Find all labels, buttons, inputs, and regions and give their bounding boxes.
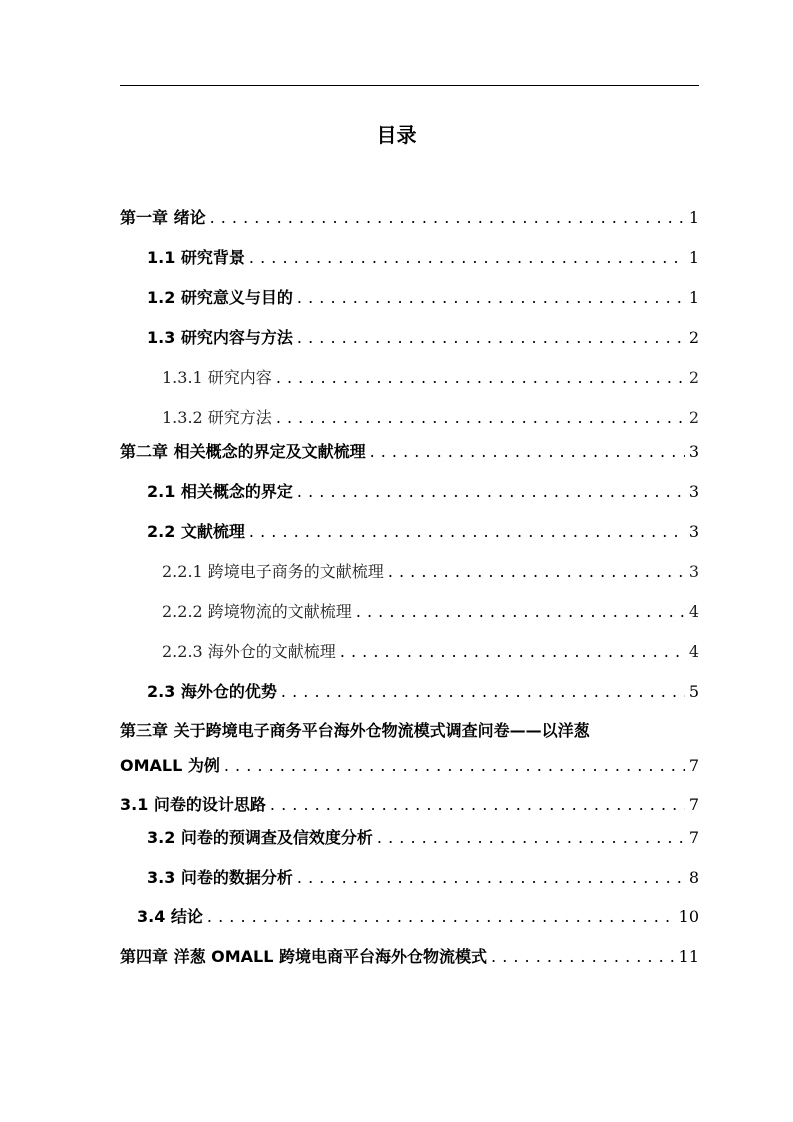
toc-entry-text: 1.3.2 研究方法 (162, 408, 272, 427)
toc-entry-text: 1.1 研究背景 (147, 248, 245, 267)
toc-entry-1-3[interactable] (147, 327, 699, 349)
toc-entry-continuation: OMALL 为例 (120, 756, 220, 775)
toc-entry-2-2[interactable] (147, 521, 699, 543)
toc-entry-3-2[interactable] (147, 827, 699, 849)
toc-entry-chapter-4[interactable] (120, 946, 699, 968)
toc-page-number: 3 (688, 562, 699, 581)
dot-leader (491, 946, 675, 968)
toc-entry-text: 2.2.2 跨境物流的文献梳理 (162, 602, 352, 621)
dot-leader (297, 481, 685, 503)
toc-page-number: 7 (688, 828, 699, 847)
toc-entry-text: 1.3.1 研究内容 (162, 368, 272, 387)
toc-entry-text: 3.2 问卷的预调查及信效度分析 (147, 828, 373, 847)
toc-page-number: 5 (688, 682, 699, 701)
toc-entry-text: 第一章 绪论 (120, 208, 206, 227)
toc-entry-chapter-2[interactable] (120, 441, 699, 463)
toc-entry-text: 2.1 相关概念的界定 (147, 482, 293, 501)
toc-entry-chapter-3-line-2[interactable] (120, 755, 699, 777)
dot-leader (340, 641, 685, 663)
dot-leader (297, 867, 685, 889)
toc-page-number: 2 (688, 328, 699, 347)
toc-entry-text: 1.3 研究内容与方法 (147, 328, 293, 347)
toc-entry-1-1[interactable] (147, 247, 699, 269)
toc-entry-text: 2.2 文献梳理 (147, 522, 245, 541)
toc-entry-text: 2.2.1 跨境电子商务的文献梳理 (162, 562, 384, 581)
toc-entry-1-3-1[interactable] (162, 367, 699, 389)
dot-leader (276, 367, 685, 389)
toc-entry-2-2-1[interactable] (162, 561, 699, 583)
dot-leader (276, 407, 685, 429)
toc-entry-text: 第二章 相关概念的界定及文献梳理 (120, 442, 366, 461)
dot-leader (297, 287, 685, 309)
toc-page-number: 3 (688, 482, 699, 501)
toc-entry-2-1[interactable] (147, 481, 699, 503)
toc-entry-3-4[interactable] (137, 906, 699, 928)
dot-leader (224, 755, 685, 777)
toc-page-number: 4 (688, 642, 699, 661)
toc-entry-text: 第三章 关于跨境电子商务平台海外仓物流模式调查问卷——以洋葱 (120, 721, 590, 740)
toc-page-number: 1 (688, 208, 699, 227)
toc-entry-text: 3.3 问卷的数据分析 (147, 868, 293, 887)
toc-page-number: 4 (688, 602, 699, 621)
toc-entry-2-2-3[interactable] (162, 641, 699, 663)
toc-page-number: 8 (688, 868, 699, 887)
dot-leader (356, 601, 685, 623)
toc-page-number: 2 (688, 368, 699, 387)
toc-page-number: 3 (688, 442, 699, 461)
dot-leader (210, 207, 685, 229)
toc-entry-2-2-2[interactable] (162, 601, 699, 623)
dot-leader (297, 327, 685, 349)
toc-entry-text: 3.4 结论 (137, 907, 203, 926)
toc-entry-text: 3.1 问卷的设计思路 (120, 795, 266, 814)
dot-leader (377, 827, 685, 849)
dot-leader (270, 794, 685, 816)
toc-page-number: 7 (688, 795, 699, 814)
toc-page-number: 2 (688, 408, 699, 427)
toc-title: 目录 (376, 123, 417, 147)
dot-leader (249, 247, 685, 269)
toc-page-number: 1 (688, 288, 699, 307)
header-rule (120, 85, 699, 86)
toc-page-number: 3 (688, 522, 699, 541)
dot-leader (207, 906, 675, 928)
toc-entry-chapter-1[interactable] (120, 207, 699, 229)
toc-page-number: 10 (678, 907, 699, 926)
toc-entry-3-3[interactable] (147, 867, 699, 889)
dot-leader (370, 441, 685, 463)
toc-entry-1-3-2[interactable] (162, 407, 699, 429)
dot-leader (249, 521, 685, 543)
toc-entry-3-1[interactable] (120, 794, 699, 816)
toc-entry-text: 1.2 研究意义与目的 (147, 288, 293, 307)
toc-entry-text: 2.3 海外仓的优势 (147, 682, 277, 701)
toc-page-number: 1 (688, 248, 699, 267)
toc-entry-2-3[interactable] (147, 681, 699, 703)
dot-leader (388, 561, 685, 583)
toc-page-number: 11 (678, 947, 699, 966)
toc-page-number: 7 (688, 756, 699, 775)
toc-entry-chapter-3-line-1[interactable] (120, 720, 590, 742)
toc-entry-1-2[interactable] (147, 287, 699, 309)
toc-entry-text: 第四章 洋葱 OMALL 跨境电商平台海外仓物流模式 (120, 947, 488, 966)
toc-entry-text: 2.2.3 海外仓的文献梳理 (162, 642, 336, 661)
dot-leader (281, 681, 685, 703)
